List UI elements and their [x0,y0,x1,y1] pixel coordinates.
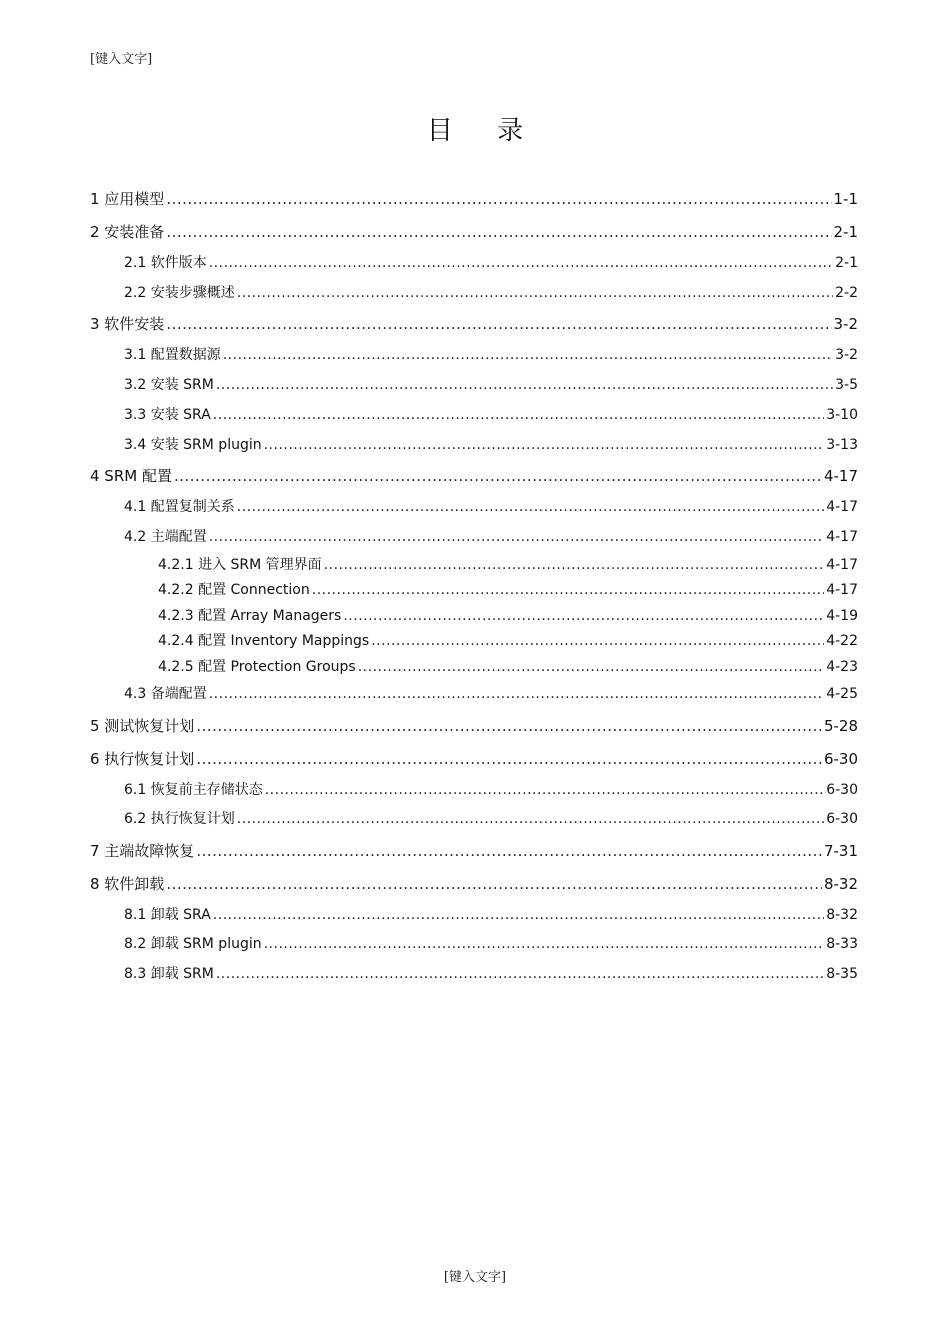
toc-leader [237,499,825,515]
toc-entry-label: 3.2 安装 SRM [124,377,214,393]
toc-leader [216,966,824,982]
toc-entry-4-2-2[interactable] [90,579,858,599]
toc-entry-label: 4.2.2 配置 Connection [158,582,310,598]
toc-entry-page: 1-1 [833,190,858,208]
toc-entry-4-1[interactable] [90,496,858,516]
toc-entry-4-2[interactable] [90,526,858,546]
toc-entry-page: 8-32 [826,907,858,923]
toc-leader [196,842,822,860]
toc-leader [343,608,824,624]
toc-entry-page: 3-13 [826,437,858,453]
toc-entry-page: 3-2 [833,315,858,333]
toc-leader [371,633,824,649]
toc-entry-page: 5-28 [823,717,858,735]
toc-entry-3-3[interactable] [90,404,858,424]
toc-entry-label: 3 软件安装 [90,315,165,333]
toc-entry-label: 5 测试恢复计划 [90,717,195,735]
toc-leader [166,190,831,208]
toc-entry-label: 2.1 软件版本 [124,255,207,271]
toc-leader [209,255,833,271]
toc-entry-2-1[interactable] [90,252,858,272]
toc-entry-label: 4.3 备端配置 [124,686,207,702]
toc-entry-4-2-3[interactable] [90,605,858,625]
toc-leader [213,907,824,923]
toc-entry-page: 4-25 [826,686,858,702]
toc-entry-8-1[interactable] [90,904,858,924]
toc-leader [264,936,825,952]
toc-entry-label: 3.3 安装 SRA [124,407,211,423]
toc-entry-8-3[interactable] [90,963,858,983]
toc-entry-4[interactable] [90,465,858,486]
toc-entry-page: 3-10 [826,407,858,423]
toc-entry-page: 4-17 [823,467,858,485]
toc-entry-page: 8-35 [826,966,858,982]
toc-leader [223,347,833,363]
toc-leader [196,750,822,768]
toc-leader [237,285,833,301]
toc-entry-4-2-4[interactable] [90,630,858,650]
toc-entry-label: 4.1 配置复制关系 [124,499,235,515]
toc-entry-6[interactable] [90,748,858,769]
toc-entry-7[interactable] [90,840,858,861]
toc-entry-page: 4-17 [826,499,858,515]
toc-entry-2-2[interactable] [90,282,858,302]
toc-entry-page: 3-2 [835,347,858,363]
toc-entry-page: 4-17 [826,529,858,545]
toc-entry-label: 3.4 安装 SRM plugin [124,437,262,453]
toc-entry-page: 4-17 [826,582,858,598]
toc-leader [174,467,822,485]
toc-entry-label: 4.2.4 配置 Inventory Mappings [158,633,370,649]
toc-entry-6-2[interactable] [90,808,858,828]
toc-leader [324,557,825,573]
toc-entry-page: 6-30 [826,782,858,798]
toc-entry-page: 4-23 [826,659,858,675]
toc-entry-label: 2.2 安装步骤概述 [124,285,235,301]
toc-entry-label: 4.2 主端配置 [124,529,207,545]
toc-entry-page: 2-2 [835,285,858,301]
toc-entry-page: 7-31 [823,842,858,860]
toc-entry-label: 4.2.3 配置 Array Managers [158,608,342,624]
toc-leader [216,377,833,393]
page-footer: [键入文字] [443,1270,507,1285]
toc-leader [265,782,825,798]
toc-entry-page: 8-33 [826,936,858,952]
toc-entry-3-2[interactable] [90,374,858,394]
toc-leader [358,659,825,675]
toc-entry-3-4[interactable] [90,434,858,454]
toc-entry-page: 4-17 [826,557,858,573]
toc-entry-2[interactable] [90,221,858,242]
toc-entry-page: 8-32 [823,875,858,893]
toc-entry-label: 6.2 执行恢复计划 [124,811,235,827]
toc-entry-label: 4.2.5 配置 Protection Groups [158,659,356,675]
toc-entry-4-3[interactable] [90,683,858,703]
toc-entry-label: 6.1 恢复前主存储状态 [124,782,263,798]
toc-entry-label: 8.2 卸载 SRM plugin [124,936,262,952]
toc-entry-page: 2-1 [833,223,858,241]
toc-entry-6-1[interactable] [90,779,858,799]
toc-entry-page: 4-22 [826,633,858,649]
toc-entry-3[interactable] [90,313,858,334]
toc-leader [209,686,825,702]
toc-title: 目 录 [426,116,542,146]
toc-entry-8[interactable] [90,873,858,894]
toc-entry-label: 4.2.1 进入 SRM 管理界面 [158,557,322,573]
toc-entry-label: 8.1 卸载 SRA [124,907,211,923]
toc-entry-4-2-1[interactable] [90,554,858,574]
toc-leader [264,437,825,453]
toc-entry-label: 8 软件卸载 [90,875,165,893]
toc-leader [166,315,831,333]
toc-entry-label: 7 主端故障恢复 [90,842,195,860]
toc-entry-5[interactable] [90,715,858,736]
page-header: [键入文字] [90,52,153,67]
toc-entry-page: 3-5 [835,377,858,393]
toc-entry-1[interactable] [90,188,858,209]
toc-entry-page: 2-1 [835,255,858,271]
toc-leader [237,811,825,827]
toc-leader [312,582,824,598]
toc-entry-label: 3.1 配置数据源 [124,347,221,363]
toc-entry-page: 6-30 [826,811,858,827]
toc-entry-label: 1 应用模型 [90,190,165,208]
toc-entry-page: 4-19 [826,608,858,624]
toc-leader [196,717,822,735]
toc-leader [209,529,825,545]
toc-leader [166,875,822,893]
toc-leader [213,407,824,423]
toc-entry-page: 6-30 [823,750,858,768]
toc-entry-label: 2 安装准备 [90,223,165,241]
toc-entry-8-2[interactable] [90,933,858,953]
toc-entry-label: 8.3 卸载 SRM [124,966,214,982]
toc-entry-label: 4 SRM 配置 [90,467,172,485]
toc-entry-label: 6 执行恢复计划 [90,750,195,768]
toc-entry-4-2-5[interactable] [90,656,858,676]
toc-entry-3-1[interactable] [90,344,858,364]
toc-leader [166,223,831,241]
